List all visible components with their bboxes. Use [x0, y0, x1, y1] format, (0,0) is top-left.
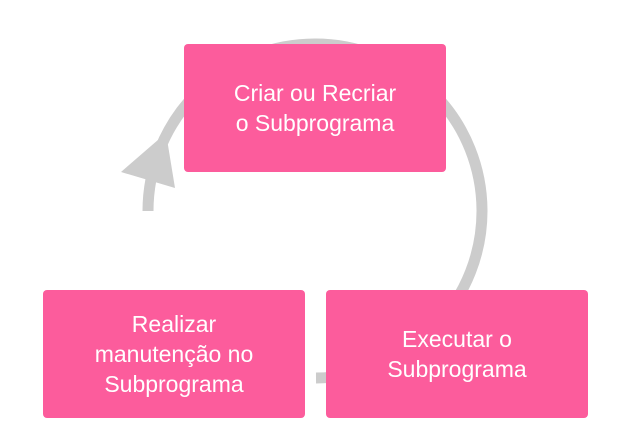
step-execute-label: Executar o Subprograma — [387, 326, 527, 382]
step-create-subprogram — [184, 44, 446, 172]
step-execute-subprogram — [326, 290, 588, 418]
step-create-label: Criar ou Recriar o Subprograma — [233, 80, 397, 136]
cycle-arrowhead-icon — [121, 133, 175, 188]
step-maintain-subprogram — [43, 290, 305, 418]
step-maintain-label: Realizar manutenção no Subprograma — [94, 311, 254, 397]
